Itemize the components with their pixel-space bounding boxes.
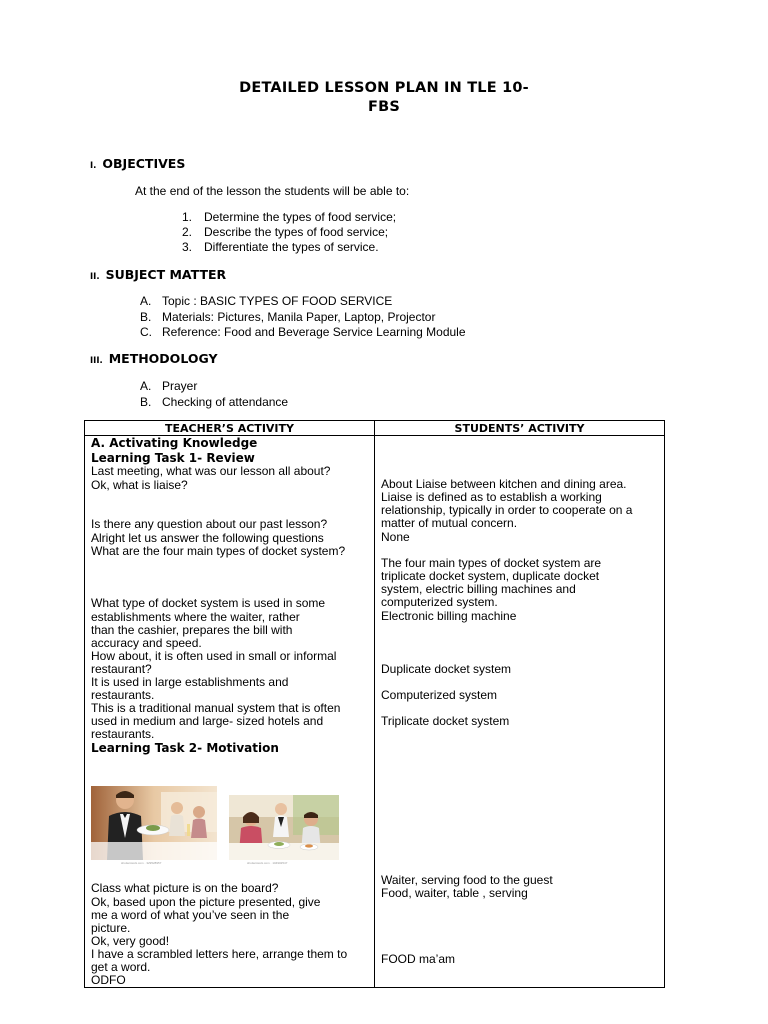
list-text: Checking of attendance <box>162 395 289 409</box>
section-title: OBJECTIVES <box>102 156 186 171</box>
student-line: Waiter, serving food to the guest <box>381 873 553 887</box>
methodology-heading <box>90 351 218 366</box>
subject-matter-item <box>140 325 466 339</box>
teacher-line: get a word. <box>91 960 151 974</box>
list-text: Describe the types of food service; <box>204 225 389 239</box>
student-line: FOOD ma’am <box>381 952 456 966</box>
teacher-line: than the cashier, prepares the bill with <box>91 623 293 637</box>
list-marker: 1. <box>182 210 193 224</box>
teacher-line: It is used in large establishments and <box>91 675 289 689</box>
list-marker: 3. <box>182 240 193 254</box>
table-header-row <box>85 421 665 436</box>
teacher-line: restaurants. <box>91 727 155 741</box>
student-line: relationship, typically in order to cooperate on a <box>381 503 633 517</box>
students-activity-header: STUDENTS’ ACTIVITY <box>375 421 665 436</box>
list-text: Prayer <box>162 379 198 393</box>
section-title: METHODOLOGY <box>108 351 218 366</box>
teacher-line: establishments where the waiter, rather <box>91 610 300 624</box>
list-text: Materials: Pictures, Manila Paper, Laptop, Projector <box>162 310 436 324</box>
students-activity-cell <box>375 436 665 988</box>
section-numeral: I. <box>90 161 97 171</box>
teacher-line: What are the four main types of docket system? <box>91 544 346 558</box>
objective-item <box>182 210 396 224</box>
list-marker: 2. <box>182 225 193 239</box>
teacher-line: Alright let us answer the following questions <box>91 531 324 545</box>
photo-watermark: shutterstock.com · 329528957 <box>121 861 162 865</box>
objectives-intro: At the end of the lesson the students will be able to: <box>135 184 410 198</box>
list-marker: A. <box>140 294 152 308</box>
teacher-line: Is there any question about our past lesson? <box>91 517 328 531</box>
section-title: SUBJECT MATTER <box>105 267 227 282</box>
teacher-line: This is a traditional manual system that is often <box>91 701 341 715</box>
section-numeral: III. <box>90 356 103 366</box>
teacher-line: Ok, based upon the picture presented, give <box>91 895 321 909</box>
student-line: About Liaise between kitchen and dining area. <box>381 477 627 491</box>
student-line: computerized system. <box>381 595 498 609</box>
table-row <box>85 436 665 988</box>
student-line: matter of mutual concern. <box>381 516 518 530</box>
subject-matter-heading <box>90 267 226 282</box>
methodology-item <box>140 379 197 393</box>
teacher-line: Ok, what is liaise? <box>91 478 188 492</box>
objectives-heading <box>90 156 185 171</box>
list-text: Differentiate the types of service. <box>204 240 379 254</box>
list-text: Determine the types of food service; <box>204 210 397 224</box>
photo-watermark: shutterstock.com · 104902547 <box>247 861 288 865</box>
student-line: Computerized system <box>381 688 498 702</box>
teacher-line: Last meeting, what was our lesson all about? <box>91 464 331 478</box>
teacher-activity-cell <box>85 436 375 988</box>
list-marker: C. <box>140 325 152 339</box>
student-line: Electronic billing machine <box>381 609 517 623</box>
teacher-line: me a word of what you’ve seen in the <box>91 908 290 922</box>
teacher-line: used in medium and large- sized hotels and <box>91 714 324 728</box>
waiter-serving-photo <box>91 786 217 860</box>
list-text: Topic : BASIC TYPES OF FOOD SERVICE <box>162 294 393 308</box>
document-title-line-2: FBS <box>367 99 400 115</box>
restaurant-table-photo <box>229 795 339 860</box>
learning-task-1-heading: Learning Task 1- Review <box>91 451 255 465</box>
list-marker: B. <box>140 310 152 324</box>
teacher-activity-header: TEACHER’S ACTIVITY <box>85 421 375 436</box>
activity-table <box>84 420 665 988</box>
section-a-heading: A. Activating Knowledge <box>91 436 258 450</box>
student-line: triplicate docket system, duplicate docket <box>381 569 600 583</box>
subject-matter-item <box>140 294 392 308</box>
student-line: system, electric billing machines and <box>381 582 576 596</box>
list-marker: A. <box>140 379 152 393</box>
student-line: None <box>381 530 410 544</box>
teacher-line: What type of docket system is used in some <box>91 596 326 610</box>
teacher-line: picture. <box>91 921 131 935</box>
subject-matter-item <box>140 310 435 324</box>
objective-item <box>182 240 379 254</box>
methodology-item <box>140 395 288 409</box>
list-marker: B. <box>140 395 152 409</box>
teacher-line: How about, it is often used in small or informal <box>91 649 337 663</box>
student-line: Food, waiter, table , serving <box>381 886 528 900</box>
student-line: The four main types of docket system are <box>381 556 602 570</box>
teacher-line: ODFO <box>91 973 126 987</box>
student-line: Liaise is defined as to establish a working <box>381 490 602 504</box>
teacher-line: restaurants. <box>91 688 155 702</box>
learning-task-2-heading: Learning Task 2- Motivation <box>91 741 279 755</box>
teacher-line: Class what picture is on the board? <box>91 881 279 895</box>
document-title-line-1: DETAILED LESSON PLAN IN TLE 10- <box>239 80 529 96</box>
student-line: Triplicate docket system <box>381 714 510 728</box>
student-line: Duplicate docket system <box>381 662 512 676</box>
objective-item <box>182 225 388 239</box>
section-numeral: II. <box>90 272 100 282</box>
teacher-line: Ok, very good! <box>91 934 170 948</box>
teacher-line: I have a scrambled letters here, arrange them to <box>91 947 348 961</box>
teacher-line: accuracy and speed. <box>91 636 202 650</box>
list-text: Reference: Food and Beverage Service Learning Module <box>162 325 466 339</box>
teacher-line: restaurant? <box>91 662 152 676</box>
